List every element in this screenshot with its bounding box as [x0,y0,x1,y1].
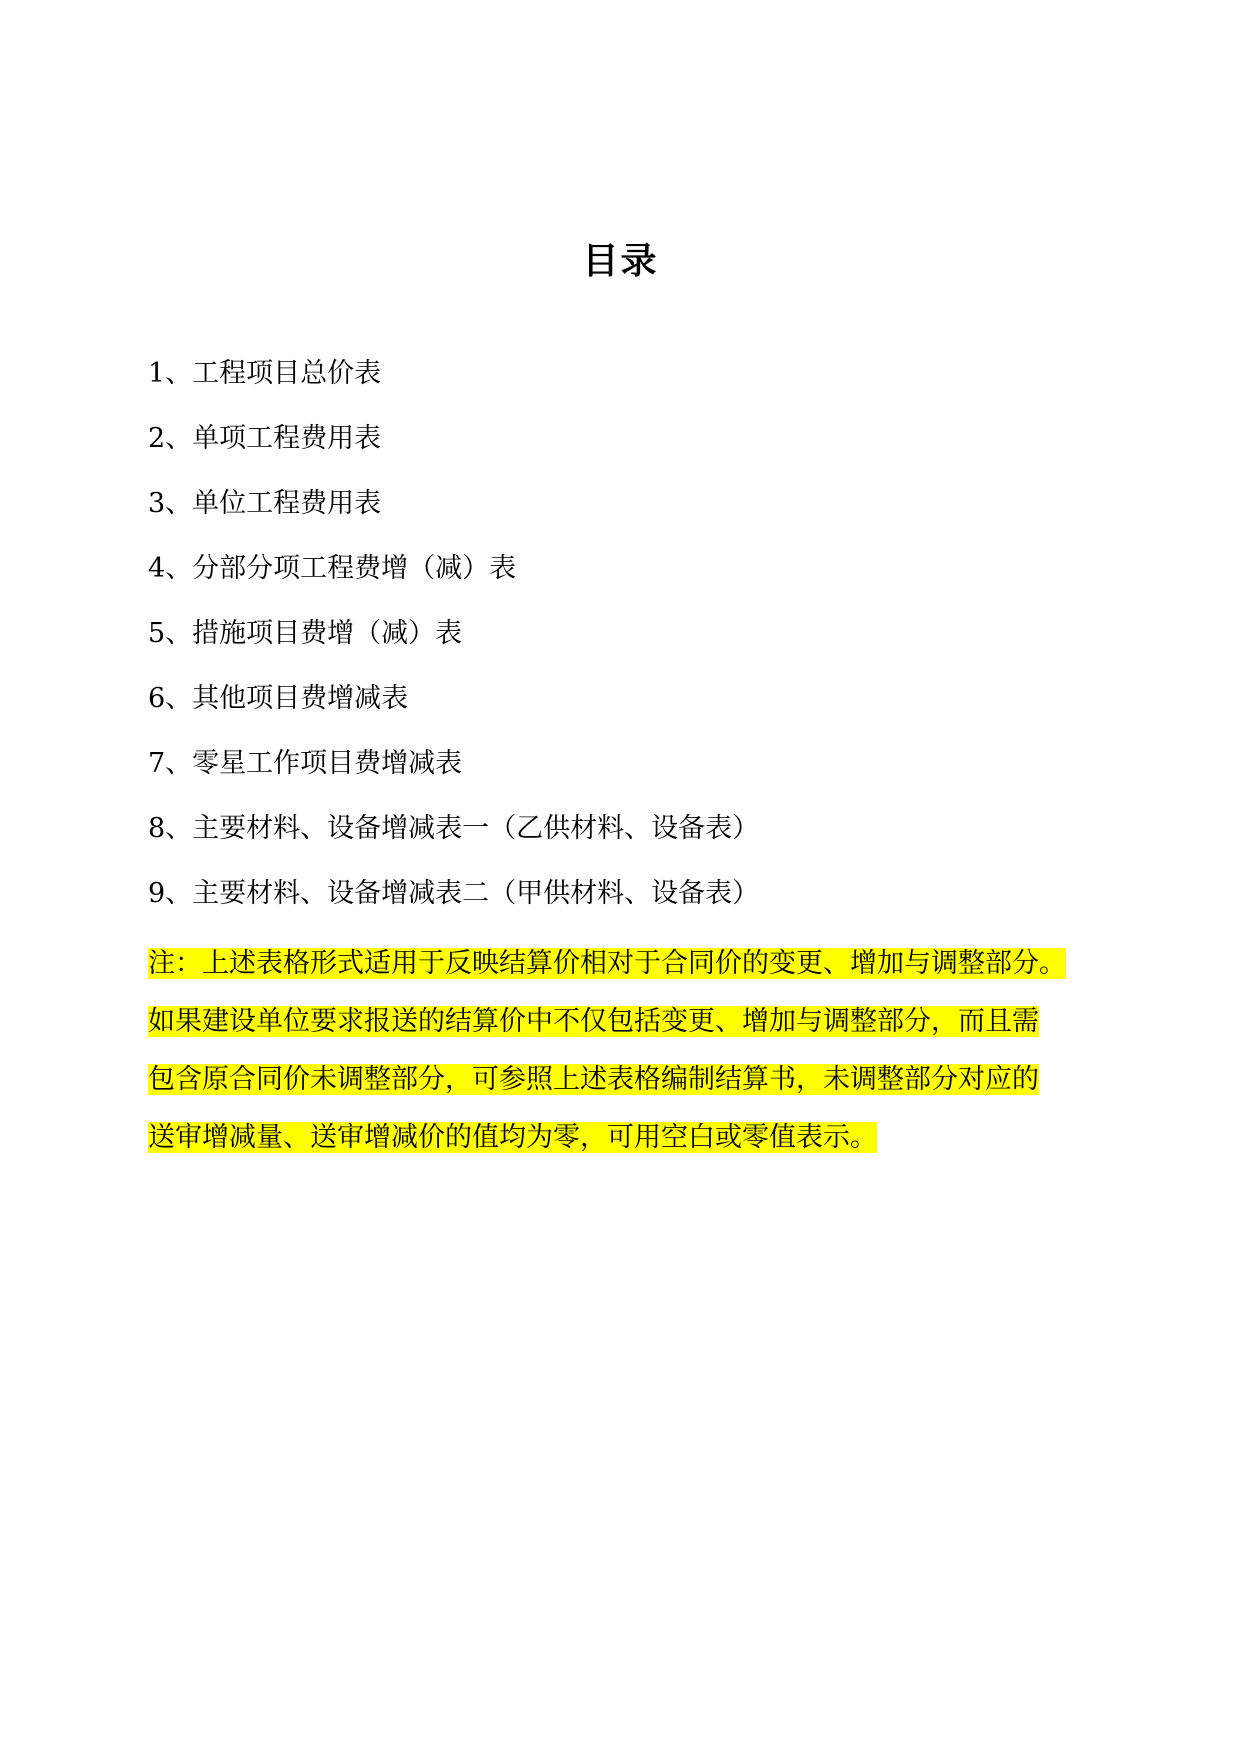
highlighted-note [148,935,1118,1167]
toc-item-2: 2、单项工程费用表 [148,423,382,454]
toc-item-3: 3、单位工程费用表 [148,488,382,519]
toc-item-9: 9、主要材料、设备增减表二（甲供材料、设备表） [148,878,760,909]
note-line-2-text: 如果建设单位要求报送的结算价中不仅包括变更、增加与调整部分，而且需 [148,1006,1039,1037]
toc-item-4: 4、分部分项工程费增（减）表 [148,553,517,584]
note-line-1 [148,935,1118,993]
toc-item-7: 7、零星工作项目费增减表 [148,748,463,779]
table-of-contents [148,352,759,937]
note-line-2 [148,993,1118,1051]
toc-item-1: 1、工程项目总价表 [148,358,382,389]
note-line-4-text: 送审增减量、送审增减价的值均为零，可用空白或零值表示。 [148,1122,877,1153]
toc-item-5: 5、措施项目费增（减）表 [148,618,463,649]
note-line-3 [148,1051,1118,1109]
note-line-4 [148,1109,1118,1167]
note-line-1-text: 注：上述表格形式适用于反映结算价相对于合同价的变更、增加与调整部分。 [148,948,1066,979]
toc-item-6: 6、其他项目费增减表 [148,683,409,714]
toc-item-8: 8、主要材料、设备增减表一（乙供材料、设备表） [148,813,760,844]
page-title: 目录 [582,240,659,282]
note-line-3-text: 包含原合同价未调整部分，可参照上述表格编制结算书，未调整部分对应的 [148,1064,1039,1095]
